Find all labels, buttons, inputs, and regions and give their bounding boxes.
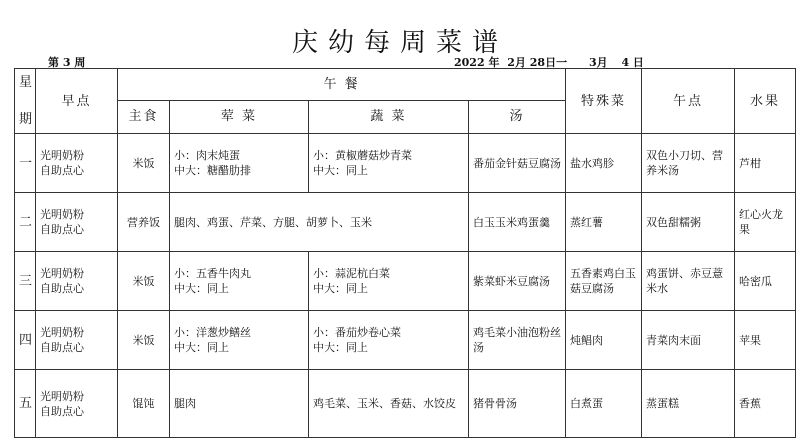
- table-row: [15, 370, 796, 438]
- special-cell: 炖鲳肉: [566, 311, 642, 370]
- breakfast-cell: 光明奶粉 自助点心: [36, 370, 118, 438]
- header-vegetable: 蔬 菜: [309, 100, 469, 134]
- breakfast-cell: 光明奶粉 自助点心: [36, 252, 118, 311]
- weekday-label: 一: [15, 134, 36, 193]
- table-row: [15, 193, 796, 252]
- table-row: [15, 134, 796, 193]
- fruit-cell: 红心火龙果: [735, 193, 796, 252]
- vegetable-cell: 小：蒜泥杭白菜 中大：同上: [309, 252, 469, 311]
- page-title: 庆幼每周菜谱: [291, 28, 508, 58]
- header-weekday: 星 期: [15, 69, 36, 134]
- vegetable-cell: 小：番茄炒卷心菜 中大：同上: [309, 311, 469, 370]
- header-meat: 荤 菜: [170, 100, 309, 134]
- date-start: 2月 28日一: [507, 56, 568, 69]
- afternoon-snack-cell: 青菜肉末面: [642, 311, 735, 370]
- special-cell: 白煮蛋: [566, 370, 642, 438]
- soup-cell: 白玉玉米鸡蛋羹: [469, 193, 566, 252]
- date-end-month: 3月: [588, 56, 608, 69]
- staple-cell: 馄饨: [118, 370, 170, 438]
- menu-table: [14, 68, 796, 438]
- breakfast-cell: 光明奶粉 自助点心: [36, 311, 118, 370]
- soup-cell: 紫菜虾米豆腐汤: [469, 252, 566, 311]
- fruit-cell: 哈密瓜: [735, 252, 796, 311]
- mixed-dish-cell: 腿肉、鸡蛋、芹菜、方腿、胡萝卜、玉米: [170, 193, 469, 252]
- date-end-day: 4 日: [621, 56, 644, 69]
- meat-cell: 小：五香牛肉丸 中大：同上: [170, 252, 309, 311]
- afternoon-snack-cell: 蒸蛋糕: [642, 370, 735, 438]
- weekday-label: 五: [15, 370, 36, 438]
- breakfast-cell: 光明奶粉 自助点心: [36, 134, 118, 193]
- header-fruit: 水果: [735, 69, 796, 134]
- week-number: 第 3 周: [48, 56, 86, 69]
- header-soup: 汤: [469, 100, 566, 134]
- fruit-cell: 芦柑: [735, 134, 796, 193]
- soup-cell: 猪骨骨汤: [469, 370, 566, 438]
- soup-cell: 鸡毛菜小油泡粉丝汤: [469, 311, 566, 370]
- meat-cell: 小：洋葱炒鳝丝 中大：同上: [170, 311, 309, 370]
- weekday-label: 三: [15, 252, 36, 311]
- weekday-label: 四: [15, 311, 36, 370]
- afternoon-snack-cell: 鸡蛋饼、赤豆薏米水: [642, 252, 735, 311]
- fruit-cell: 苹果: [735, 311, 796, 370]
- meat-cell: 腿肉: [170, 370, 309, 438]
- soup-cell: 番茄金针菇豆腐汤: [469, 134, 566, 193]
- header-lunch: 午 餐: [118, 69, 566, 101]
- vegetable-cell: 小：黄椒蘑菇炒青菜 中大：同上: [309, 134, 469, 193]
- afternoon-snack-cell: 双色甜糯粥: [642, 193, 735, 252]
- special-cell: 五香素鸡白玉菇豆腐汤: [566, 252, 642, 311]
- special-cell: 盐水鸡胗: [566, 134, 642, 193]
- table-row: [15, 311, 796, 370]
- table-row: [15, 252, 796, 311]
- weekday-label: 二: [15, 193, 36, 252]
- header-breakfast: 早点: [36, 69, 118, 134]
- fruit-cell: 香蕉: [735, 370, 796, 438]
- staple-cell: 营养饭: [118, 193, 170, 252]
- staple-cell: 米饭: [118, 252, 170, 311]
- header-afternoon-snack: 午点: [642, 69, 735, 134]
- afternoon-snack-cell: 双色小刀切、营养米汤: [642, 134, 735, 193]
- staple-cell: 米饭: [118, 134, 170, 193]
- vegetable-cell: 鸡毛菜、玉米、香菇、水饺皮: [309, 370, 469, 438]
- meat-cell: 小：肉末炖蛋 中大：糖醋肋排: [170, 134, 309, 193]
- header-special: 特殊菜: [566, 69, 642, 134]
- staple-cell: 米饭: [118, 311, 170, 370]
- date-year: 2022 年: [454, 56, 500, 69]
- breakfast-cell: 光明奶粉 自助点心: [36, 193, 118, 252]
- special-cell: 蒸红薯: [566, 193, 642, 252]
- header-staple: 主食: [118, 100, 170, 134]
